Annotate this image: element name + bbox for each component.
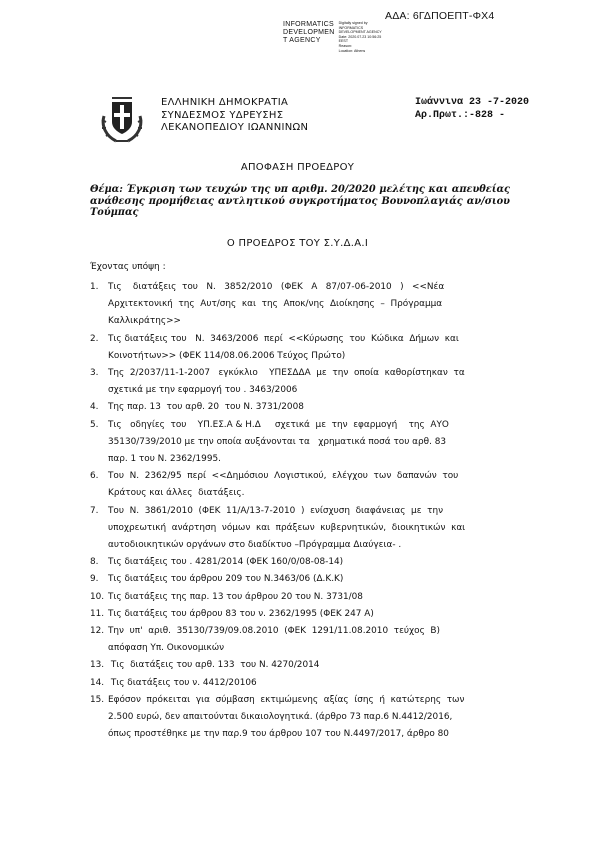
list-item-line: Καλλικράτης>> [108,316,181,327]
considering-label: Έχοντας υπόψη : [90,262,166,272]
organization-header [161,97,308,135]
document-date: Ιωάννινα 23 -7-2020 [415,97,530,108]
list-item-line: Τις διατάξεις του άρθρου 209 του Ν.3463/06 (Δ.Κ.Κ) [108,574,344,585]
list-item-line: Της παρ. 13 του αρθ. 20 του Ν. 3731/2008 [108,402,304,413]
list-item [90,571,510,588]
list-item-number: 13. [90,660,105,671]
list-item [90,675,510,692]
list-item-line: όπως προστέθηκε με την παρ.9 του άρθρου 107 του Ν.4497/2017, άρθρο 80 [108,729,449,740]
list-item-line: Την υπ' αριθ. 35130/739/09.08.2010 (ΦΕΚ 1291/11.08.2010 τεύχος Β) [108,626,440,637]
stamp-title-line: DEVELOPMEN [283,29,335,36]
list-item-line: Αρχιτεκτονική της Αυτ/σης και της Αποκ/νης Διοίκησης – Πρόγραμμα [108,299,443,310]
list-item [90,554,510,571]
org-line: ΛΕΚΑΝΟΠΕΔΙΟΥ ΙΩΑΝΝΙΝΩΝ [161,122,309,134]
stamp-detail-line: INFORMATICS [338,25,364,30]
greek-coat-of-arms-icon [100,96,144,144]
org-line: ΣΥΝΔΕΣΜΟΣ ΥΔΡΕΥΣΗΣ [161,109,284,121]
list-item-line: 2.500 ευρώ, δεν απαιτούνται δικαιολογητικά. (άρθρο 73 παρ.6 Ν.4412/2016, [108,712,453,723]
stamp-detail-line: DEVELOPMENT AGENCY [338,30,382,35]
list-item-line: Του Ν. 3861/2010 (ΦΕΚ 11/Α/13-7-2010 ) ενίσχυση διαφάνειας με την [108,505,444,516]
list-item [90,623,510,657]
stamp-detail-line: Digitally signed by [338,21,368,25]
list-item-line: υποχρεωτική ανάρτηση νόμων και πράξεων κυβερνητικών, διοικητικών και [108,522,466,533]
list-item-text [108,589,510,606]
list-item-number: 8. [90,557,99,568]
stamp-detail-line: EEST [338,39,349,44]
list-item-number: 4. [90,402,99,413]
list-item-text [108,365,510,399]
list-item [90,589,510,606]
president-heading: Ο ΠΡΟΕΔΡΟΣ ΤΟΥ Σ.Υ.Δ.Α.Ι [226,238,369,249]
list-item-number: 7. [90,505,99,516]
list-item-text [108,606,510,623]
list-item-number: 11. [90,608,105,619]
protocol-number: Αρ.Πρωτ.:-828 - [415,109,506,121]
list-item-number: 3. [90,368,99,379]
list-item [90,365,510,399]
considerations-list [90,279,510,743]
list-item-text [108,399,510,416]
list-item [90,331,510,365]
list-item [90,692,510,744]
list-item [90,468,510,502]
list-item-line: Του Ν. 2362/95 περί <<Δημόσιου Λογιστικού, ελέγχου των δαπανών του [108,471,459,482]
list-item-text [108,468,510,502]
stamp-detail-line: Reason: [338,43,353,48]
list-item-number: 12. [90,626,105,637]
document-title: ΑΠΟΦΑΣΗ ΠΡΟΕΔΡΟΥ [240,162,355,173]
date-protocol-block [415,97,529,122]
list-item-line: Τις διατάξεις της παρ. 13 του άρθρου 20 του Ν. 3731/08 [108,591,363,602]
list-item-line: Της 2/2037/11-1-2007 εγκύκλιο ΥΠΕΣΔΔΑ με την οποία καθορίστηκαν τα [108,368,465,379]
list-item-line: Εφόσον πρόκειται για σύμβαση εκτιμώμενης αξίας ίσης ή κατώτερης των [108,694,465,705]
stamp-title-line: INFORMATICS [283,21,335,28]
list-item-number: 10. [90,591,105,602]
list-item-line: Τις διατάξεις του . 4281/2014 (ΦΕΚ 160/0/08-08-14) [108,557,344,568]
stamp-title [283,21,335,53]
list-item-text [108,692,510,744]
list-item-number: 1. [90,282,99,292]
list-item-line: αυτοδιοικητικών οργάνων στο διαδίκτυο –Πρόγραμμα Διαύγεια- . [108,540,402,551]
list-item-number: 9. [90,574,99,585]
stamp-detail-line: Date: 2020.07.23 10:56:25 [338,34,382,39]
list-item [90,417,510,469]
list-item-line: 35130/739/2010 με την οποία αυξάνονται τα χρηματικά ποσά του αρθ. 83 [108,436,447,447]
list-item-line: Τις διατάξεις του Ν. 3852/2010 (ΦΕΚ Α 87/07-06-2010 ) <<Νέα [108,282,445,292]
digital-signature-stamp [283,21,382,53]
list-item-number: 5. [90,419,99,430]
list-item [90,657,510,674]
list-item-text [108,554,510,571]
list-item-line: Τις οδηγίες του ΥΠ.ΕΣ.Α & Η.Δ σχετικά με την εφαρμογή της ΑΥΟ [108,419,449,430]
list-item-text [108,571,510,588]
list-item-text [108,623,510,657]
list-item-number: 14. [90,677,105,688]
list-item-text [108,657,510,674]
stamp-detail-line: Location: Athens [338,48,366,53]
list-item-number: 6. [90,471,99,482]
org-line: ΕΛΛΗΝΙΚΗ ΔΗΜΟΚΡΑΤΙΑ [161,97,289,108]
subject-line: Θέμα: Έγκριση των τευχών της υπ αριθμ. 20/2020 μελέτης και απευθείας ανάθεσης προμήθειας αντλητικού συγκροτήματος Βουνοπλαγιάς αν/σιου Τούμπας [90,184,510,219]
list-item-text [108,279,510,331]
list-item [90,503,510,555]
list-item-line: Κράτους και άλλες διατάξεις. [108,488,245,499]
list-item [90,399,510,416]
list-item-text [108,503,510,555]
list-item-line: Τις διατάξεις του Ν. 3463/2006 περί <<Κύρωσης του Κώδικα Δήμων και [108,333,459,344]
stamp-title-line: T AGENCY [283,37,321,44]
list-item-number: 2. [90,333,99,344]
list-item-text [108,331,510,365]
list-item-text [108,417,510,469]
list-item [90,606,510,623]
list-item-line: Τις διατάξεις του ν. 4412/20106 [108,677,257,688]
list-item-number: 15. [90,694,105,705]
list-item-line: παρ. 1 του Ν. 2362/1995. [108,454,221,465]
list-item-line: Τις διατάξεις του άρθρου 83 του ν. 2362/1995 (ΦΕΚ 247 Α) [108,608,374,619]
list-item-line: Κοινοτήτων>> (ΦΕΚ 114/08.06.2006 Τεύχος Πρώτο) [108,350,346,361]
list-item-line: σχετικά με την εφαρμογή του . 3463/2006 [108,385,298,396]
list-item [90,279,510,331]
list-item-line: απόφαση Υπ. Οικονομικών [108,643,225,654]
list-item-line: Τις διατάξεις του αρθ. 133 του Ν. 4270/2014 [108,660,320,671]
stamp-details [339,21,382,53]
list-item-text [108,675,510,692]
ada-code: ΑΔΑ: 6ΓΔΠΟΕΠΤ-ΦΧ4 [385,10,495,22]
